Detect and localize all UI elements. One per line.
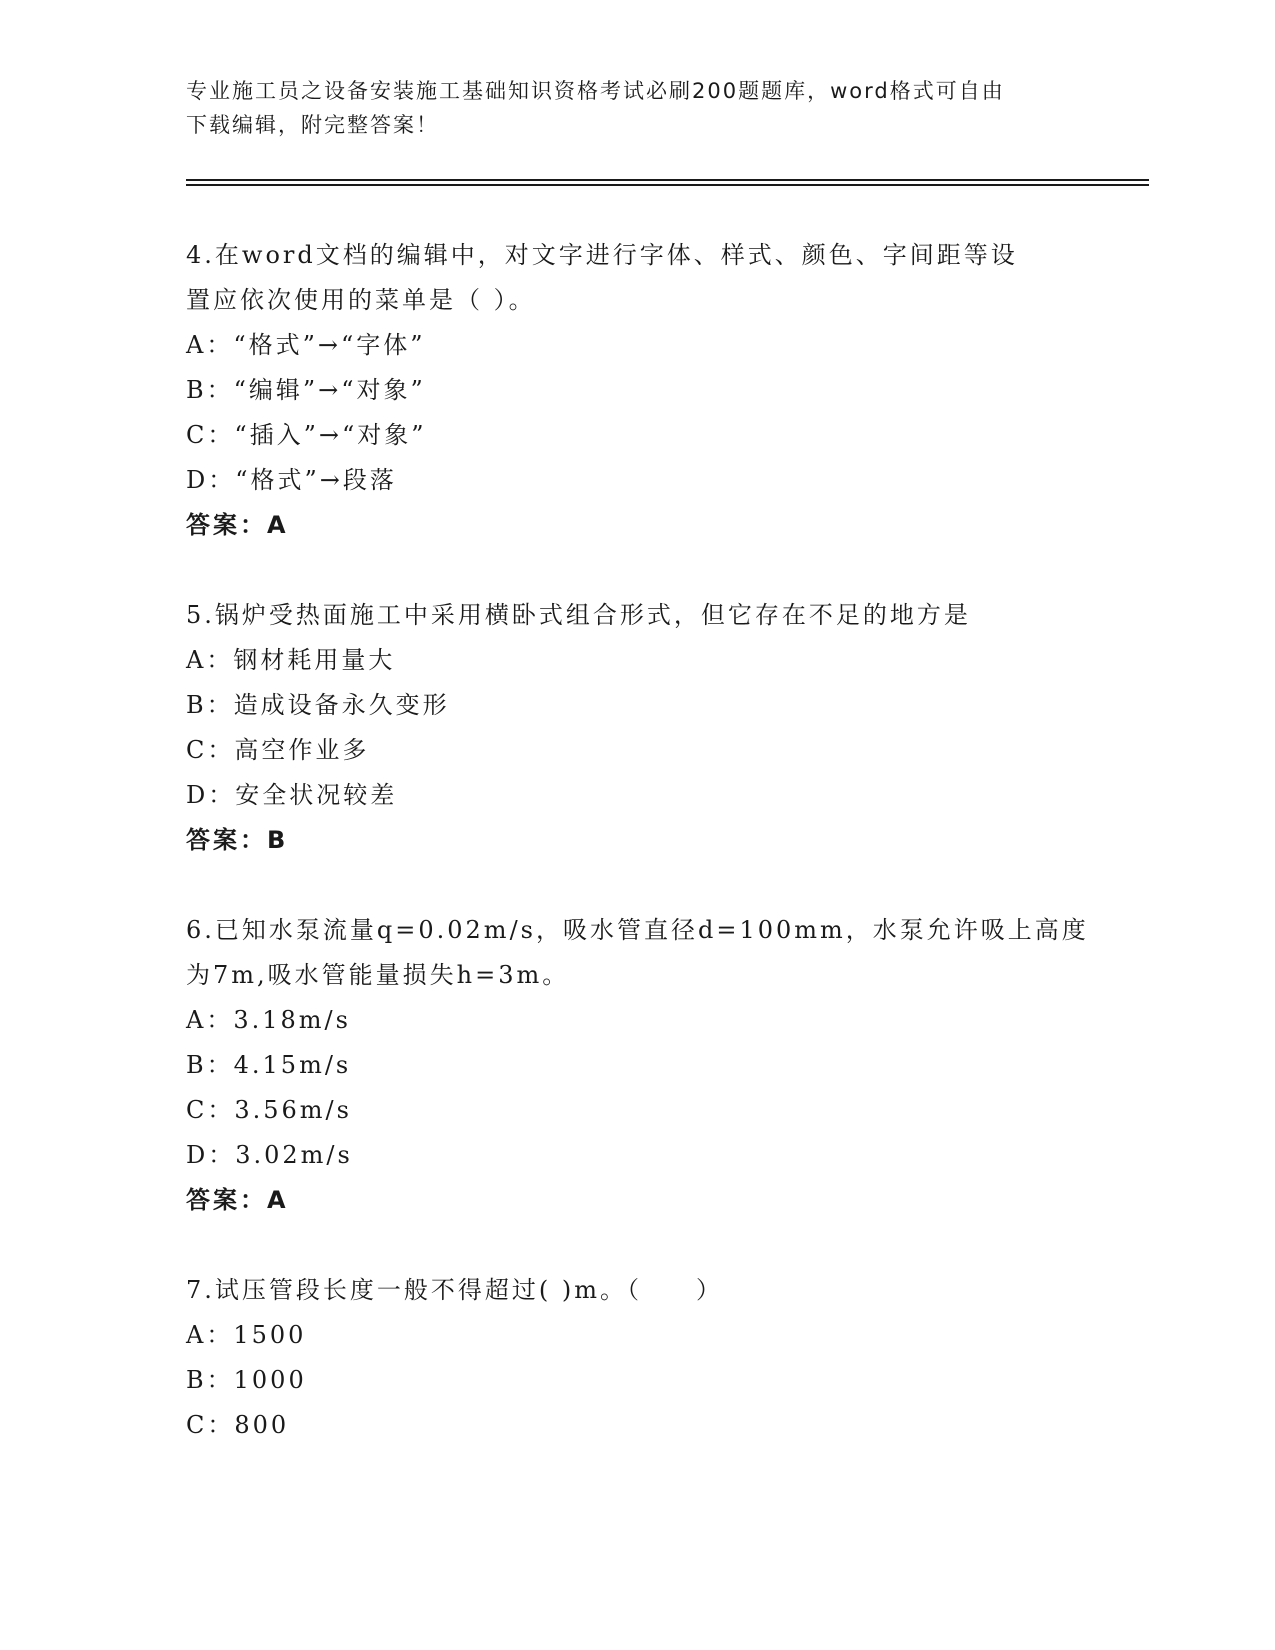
question-option: A：3.18m/s xyxy=(186,1006,351,1034)
header-divider-top xyxy=(186,179,1149,181)
question-block xyxy=(186,908,1089,1223)
question-block xyxy=(186,593,1086,863)
header-divider-bottom xyxy=(186,184,1149,186)
question-option: B：“编辑”→“对象” xyxy=(186,376,426,404)
answer-line: 答案：B xyxy=(186,826,289,854)
question-option: D：3.02m/s xyxy=(186,1141,353,1169)
question-option: B：1000 xyxy=(186,1366,307,1394)
question-option: A：“格式”→“字体” xyxy=(186,331,426,359)
question-option: A：钢材耗用量大 xyxy=(186,646,396,674)
question-option: B：造成设备永久变形 xyxy=(186,691,450,719)
document-header xyxy=(186,74,1086,142)
question-option: A：1500 xyxy=(186,1321,307,1349)
question-stem: 7.试压管段长度一般不得超过( )m。（ ） xyxy=(186,1276,724,1304)
question-option: C：800 xyxy=(186,1411,290,1439)
question-stem: 为7m,吸水管能量损失h=3m。 xyxy=(186,961,570,989)
question-block xyxy=(186,1268,1086,1448)
question-option: C：高空作业多 xyxy=(186,736,370,764)
answer-line: 答案：A xyxy=(186,1186,289,1214)
question-option: C：“插入”→“对象” xyxy=(186,421,427,449)
header-title-line-2: 下载编辑，附完整答案！ xyxy=(186,113,439,137)
question-stem: 4.在word文档的编辑中，对文字进行字体、样式、颜色、字间距等设 xyxy=(186,241,1018,269)
header-title-line-1: 专业施工员之设备安装施工基础知识资格考试必刷200题题库，word格式可自由 xyxy=(186,79,1005,103)
question-stem: 置应依次使用的菜单是（ ）。 xyxy=(186,286,536,314)
answer-line: 答案：A xyxy=(186,511,289,539)
question-option: C：3.56m/s xyxy=(186,1096,352,1124)
question-option: B：4.15m/s xyxy=(186,1051,352,1079)
question-stem: 6.已知水泵流量q=0.02m/s，吸水管直径d=100mm，水泵允许吸上高度 xyxy=(186,916,1089,944)
question-list xyxy=(186,233,1089,1493)
question-stem: 5.锅炉受热面施工中采用横卧式组合形式，但它存在不足的地方是 xyxy=(186,601,971,629)
question-option: D：安全状况较差 xyxy=(186,781,398,809)
question-option: D：“格式”→段落 xyxy=(186,466,397,494)
question-block xyxy=(186,233,1086,548)
